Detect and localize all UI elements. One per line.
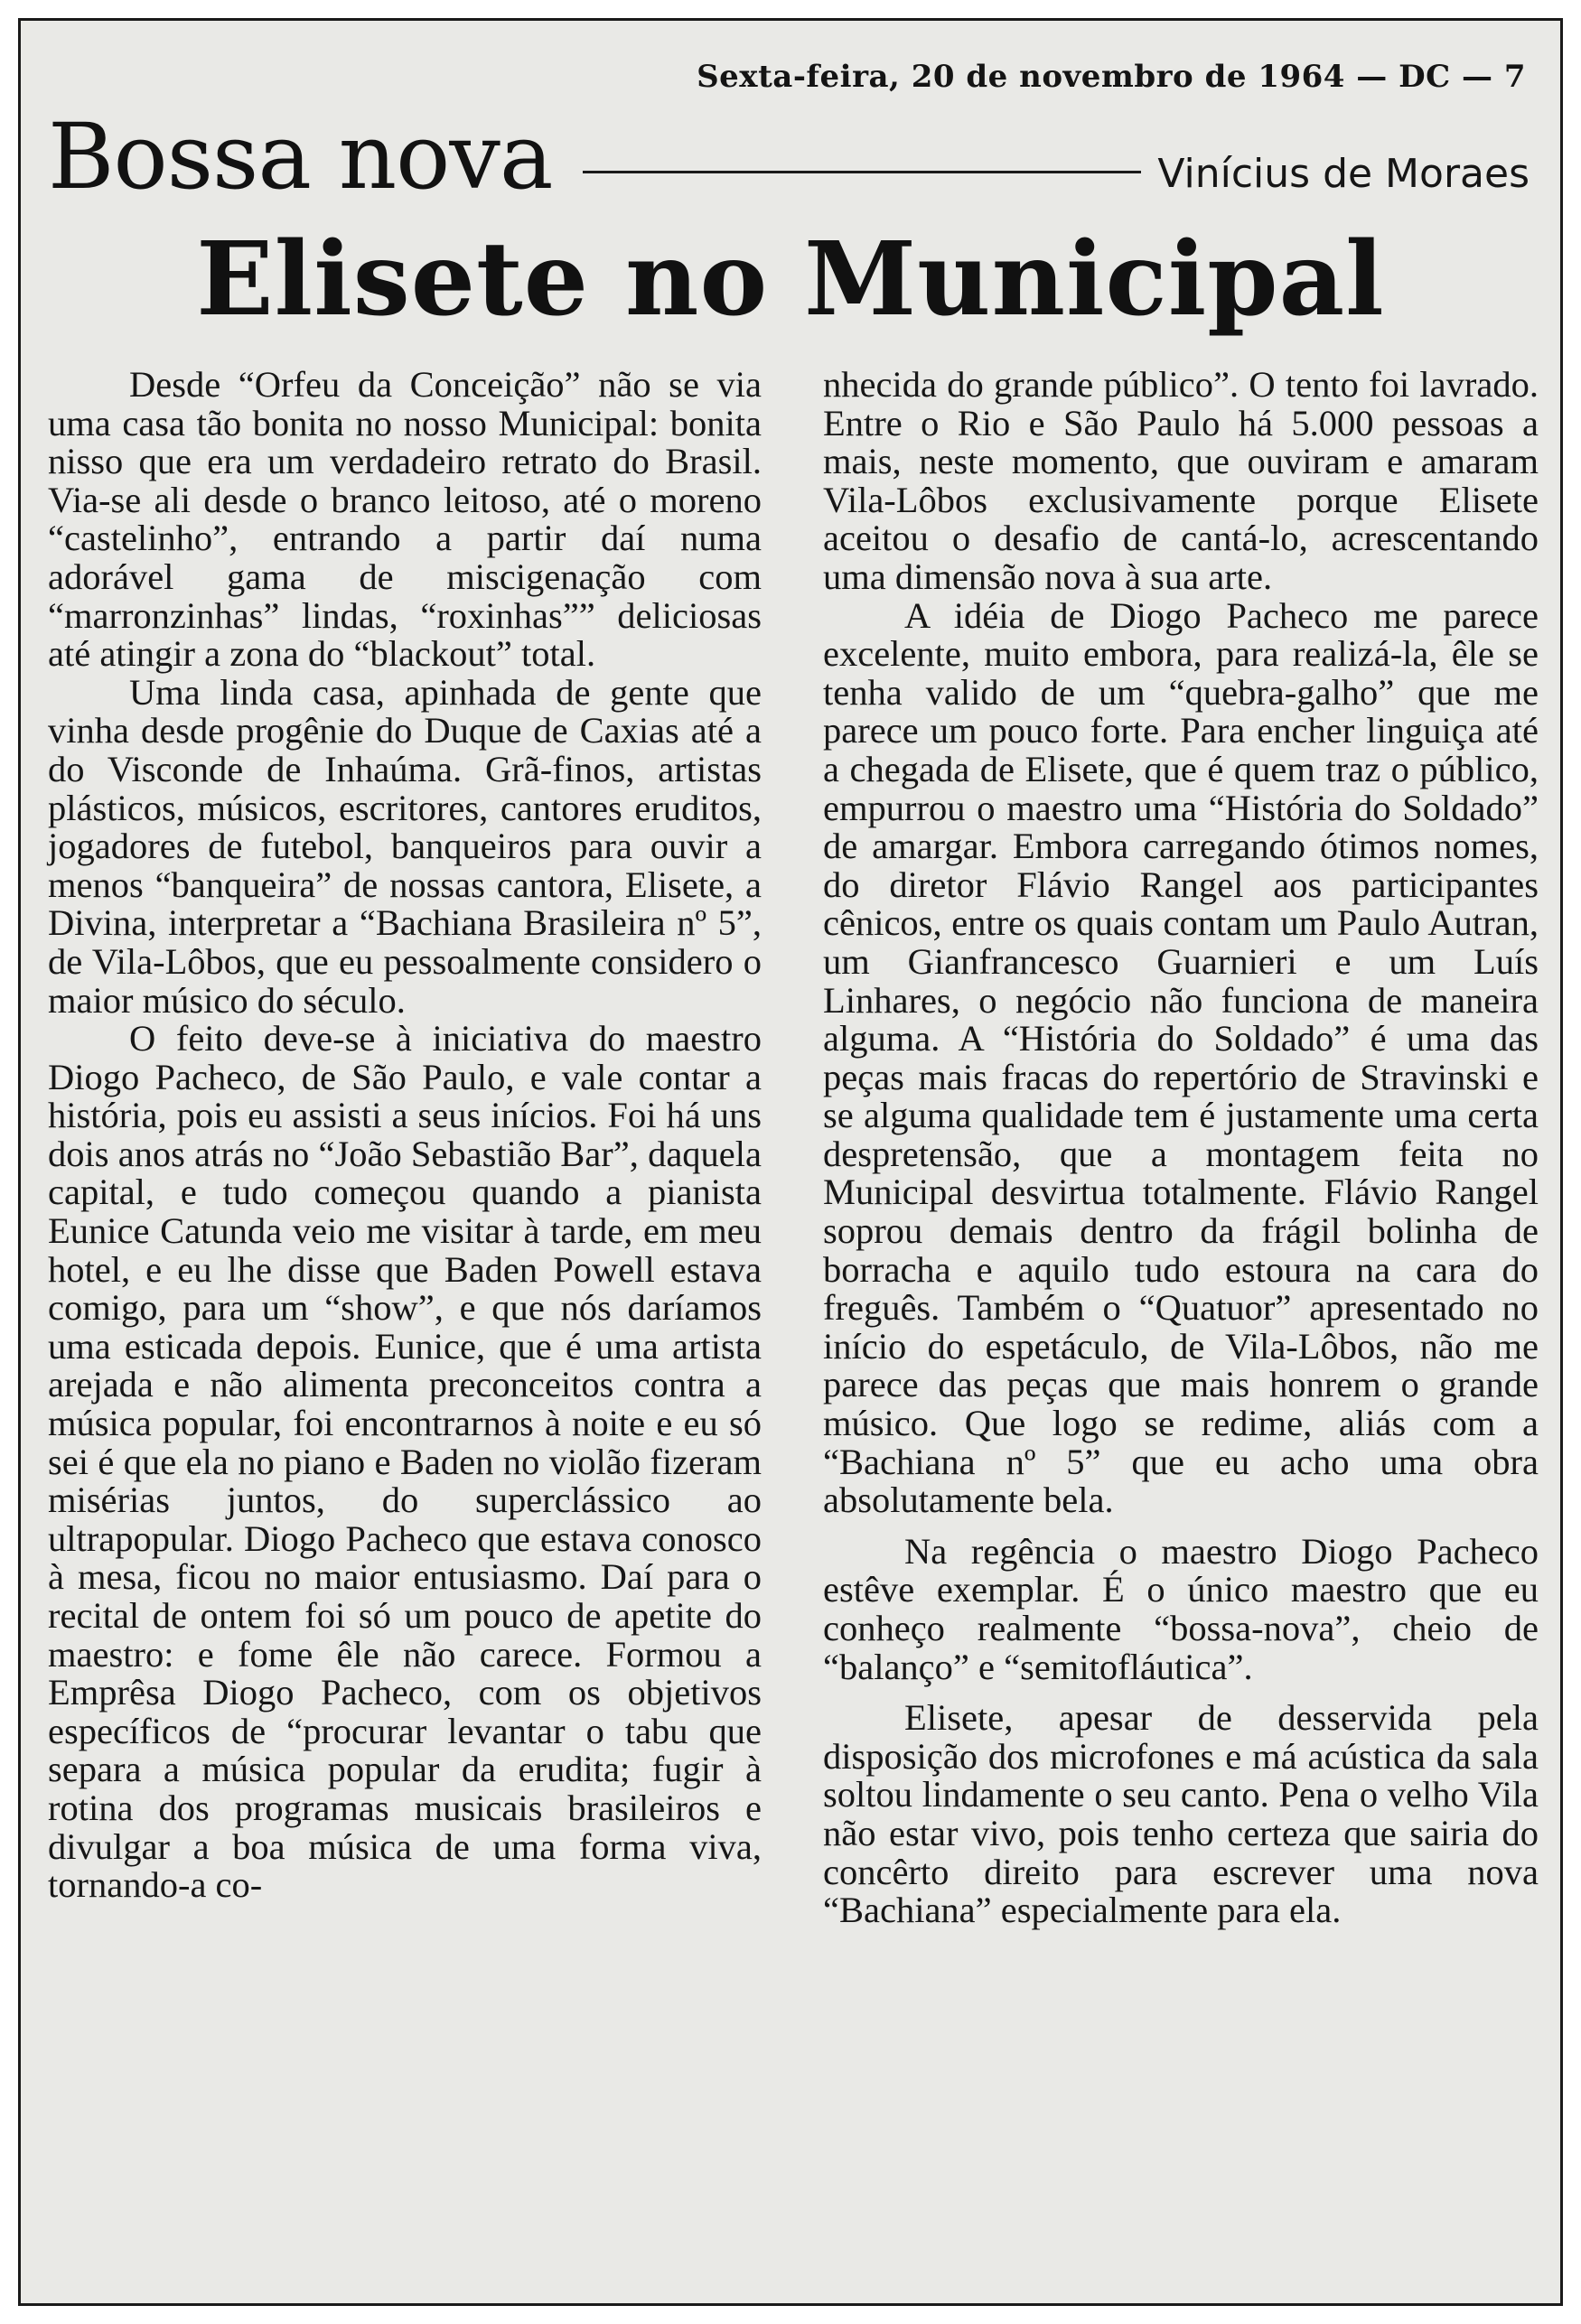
dateline: Sexta-feira, 20 de novembro de 1964 — DC — 7 bbox=[697, 59, 1526, 95]
article-column-right bbox=[823, 366, 1539, 1930]
column-header bbox=[48, 104, 1530, 210]
paragraph: nhecida do grande público”. O tento foi lavrado. Entre o Rio e São Paulo há 5.000 pessoas a mais, neste momento, que ouviram e amaram Vila-Lôbos exclusivamente porque Elisete aceitou o desafio de cantá-lo, acrescentando uma dimensão nova à sua arte. bbox=[823, 364, 1539, 597]
paragraph: Uma linda casa, apinhada de gente que vinha desde progênie do Duque de Caxias até a do Visconde de Inhaúma. Grã-finos, artistas plásticos, músicos, escritores, cantores eruditos, jogadores de futebol, banqueiros para ouvir a menos “banqueira” de nossas cantora, Elisete, a Divina, interpretar a “Bachiana Brasileira nº 5”, de Vila-Lôbos, que eu pessoalmente considero o maior músico do século. bbox=[48, 671, 762, 1021]
paragraph: Desde “Orfeu da Conceição” não se via uma casa tão bonita no nosso Municipal: bonita nisso que era um verdadeiro retrato do Brasil. Via-se ali desde o branco leitoso, até o moreno “castelinho”, entrando a partir daí numa adorável gama de miscigenação com “marronzinhas” lindas, “roxinhas”” deliciosas até atingir a zona do “blackout” total. bbox=[48, 364, 762, 675]
newspaper-clipping bbox=[18, 18, 1563, 2306]
paragraph: Elisete, apesar de desservida pela disposição dos microfones e má acústica da sala soltou lindamente o seu canto. Pena o velho Vila não estar vivo, pois tenho certeza que sairia do concêrto direito para escrever uma nova “Bachiana” especialmente para ela. bbox=[823, 1697, 1539, 1931]
article-column-left bbox=[48, 366, 762, 1905]
article-headline: Elisete no Municipal bbox=[196, 220, 1385, 339]
paragraph: O feito deve-se à iniciativa do maestro Diogo Pacheco, de São Paulo, e vale contar a história, pois eu assisti a seus inícios. Foi há uns dois anos atrás no “João Sebastião Bar”, daquela capital, e tudo começou quando a pianista Eunice Catunda veio me visitar à tarde, em meu hotel, e eu lhe disse que Baden Powell estava comigo, para um “show”, e que nós daríamos uma esticada depois. Eunice, que é uma artista arejada e não alimenta preconceitos contra a música popular, foi encontrarnos à noite e eu só sei é que ela no piano e Baden no violão fizeram misérias juntos, do superclássico ao ultrapopular. Diogo Pacheco que estava conosco à mesa, ficou no maior entusiasmo. Daí para o recital de ontem foi só um pouco de apetite do maestro: e fome êle não carece. Formou a Emprêsa Diogo Pacheco, com os objetivos específicos de “procurar levantar o tabu que separa a música popular da erudita; fugir à rotina dos programas musicais brasileiros e divulgar a boa música de uma forma viva, tornando-a co- bbox=[48, 1018, 762, 1906]
paragraph: Na regência o maestro Diogo Pacheco estêve exemplar. É o único maestro que eu conheço realmente “bossa-nova”, cheio de “balanço” e “semitofláutica”. bbox=[823, 1530, 1539, 1687]
paragraph: A idéia de Diogo Pacheco me parece excelente, muito embora, para realizá-la, êle se tenha valido de um “quebra-galho” que me parece um pouco forte. Para encher linguiça até a chegada de Elisete, que é quem traz o público, empurrou o maestro uma “História do Soldado” de amargar. Embora carregando ótimos nomes, do diretor Flávio Rangel aos participantes cênicos, entre os quais contam um Paulo Autran, um Gianfrancesco Guarnieri e um Luís Linhares, o negócio não funciona de maneira alguma. A “História do Soldado” é uma das peças mais fracas do repertório de Stravinski e se alguma qualidade tem é justamente uma certa despretensão, que a montagem feita no Municipal desvirtua totalmente. Flávio Rangel soprou demais dentro da frágil bolinha de borracha e aquilo tudo estoura na cara do freguês. Também o “Quatuor” apresentado no início do espetáculo, de Vila-Lôbos, não me parece das peças que mais honrem o grande músico. Que logo se redime, aliás com a “Bachiana nº 5” que eu acho uma obra absolutamente bela. bbox=[823, 594, 1539, 1521]
column-title: Bossa nova bbox=[48, 104, 553, 210]
header-rule bbox=[583, 171, 1141, 173]
author-byline: Vinícius de Moraes bbox=[1157, 151, 1530, 197]
